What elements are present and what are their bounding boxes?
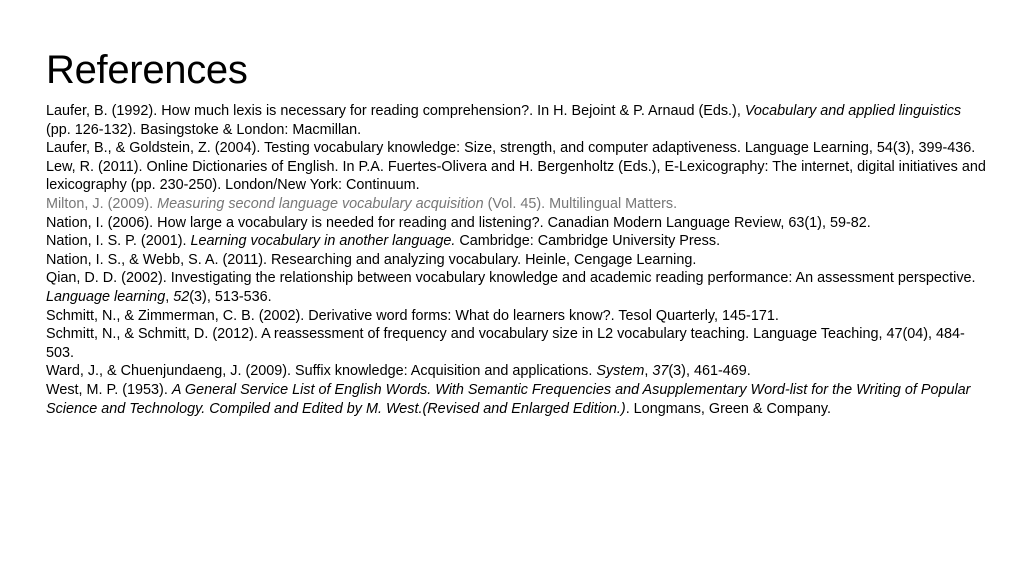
reference-text: (Vol. 45). Multilingual Matters. — [483, 195, 678, 212]
reference-entry — [46, 195, 986, 214]
reference-text: West, M. P. (1953). — [46, 381, 172, 398]
reference-text: Nation, I. (2006). How large a vocabulary is needed for reading and listening?. Canadian Modern Language Review, 63(1), 59-82. — [46, 214, 871, 231]
reference-entry — [46, 232, 986, 251]
reference-entry — [46, 307, 986, 326]
reference-list — [46, 102, 986, 418]
reference-text: Nation, I. S. P. (2001). — [46, 233, 191, 250]
reference-text: (3), 461-469. — [668, 363, 751, 380]
reference-text: Schmitt, N., & Zimmerman, C. B. (2002). Derivative word forms: What do learners know?. Tesol Quarterly, 145-171. — [46, 307, 779, 324]
reference-text: Laufer, B. (1992). How much lexis is necessary for reading comprehension?. In H. Bejoint & P. Arnaud (Eds.), — [46, 103, 745, 119]
reference-text: . Longmans, Green & Company. — [625, 400, 831, 417]
reference-entry — [46, 158, 986, 195]
reference-italic-text: Measuring second language vocabulary acquisition — [157, 195, 484, 212]
reference-italic-text: Learning vocabulary in another language. — [190, 233, 456, 250]
reference-text: (3), 513-536. — [189, 288, 272, 305]
reference-italic-text: System — [596, 363, 645, 380]
reference-entry — [46, 214, 986, 233]
reference-entry — [46, 362, 986, 381]
reference-text: Lew, R. (2011). Online Dictionaries of English. In P.A. Fuertes-Olivera and H. Bergenholtz (Eds.), E-Lexicography: The internet, digital initiatives and lexicography (pp. 230-250). London/New York: Continuum. — [46, 158, 986, 194]
reference-italic-text: A General Service List of English Words. With Semantic Frequencies and Asupplementary Word-list for the Writing of Popular Science and Technology. Compiled and Edited by M. West.(Revised and Enlarged Edition.) — [46, 381, 971, 417]
reference-entry — [46, 102, 986, 139]
slide-title: References — [46, 48, 248, 92]
reference-text: , — [165, 288, 174, 305]
reference-text: , — [644, 363, 653, 380]
reference-entry — [46, 381, 986, 418]
reference-text: Cambridge: Cambridge University Press. — [455, 233, 721, 250]
reference-text: Nation, I. S., & Webb, S. A. (2011). Researching and analyzing vocabulary. Heinle, Cengage Learning. — [46, 251, 697, 268]
reference-italic-text: 52 — [173, 288, 190, 305]
reference-text: Milton, J. (2009). — [46, 195, 158, 212]
reference-text: Schmitt, N., & Schmitt, D. (2012). A reassessment of frequency and vocabulary size in L2 vocabulary teaching. Language Teaching, 47(04), 484-503. — [46, 326, 965, 361]
reference-entry — [46, 325, 986, 362]
reference-italic-text: Language learning — [46, 288, 166, 305]
reference-text: (pp. 126-132). Basingstoke & London: Macmillan. — [46, 121, 362, 138]
reference-text: Laufer, B., & Goldstein, Z. (2004). Testing vocabulary knowledge: Size, strength, and computer adaptiveness. Language Learning, 54(3), 399-436. — [46, 140, 976, 157]
reference-entry — [46, 269, 986, 306]
reference-text: Qian, D. D. (2002). Investigating the relationship between vocabulary knowledge and academic reading performance: An assessment perspective. — [46, 270, 976, 287]
reference-italic-text: 37 — [652, 363, 669, 380]
reference-entry — [46, 251, 986, 270]
reference-entry — [46, 139, 986, 158]
reference-italic-text: Vocabulary and applied linguistics — [744, 103, 962, 119]
reference-text: Ward, J., & Chuenjundaeng, J. (2009). Suffix knowledge: Acquisition and applications. — [46, 363, 597, 380]
